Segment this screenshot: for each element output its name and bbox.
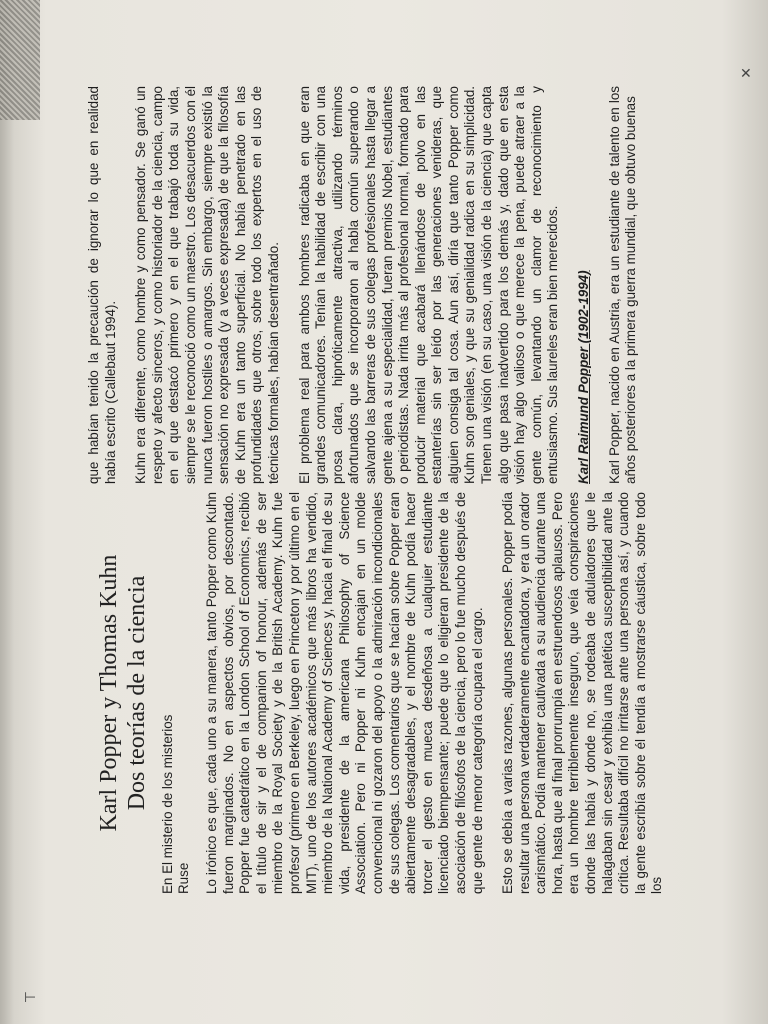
section-heading: Karl Raimund Popper (1902-1994): [576, 270, 592, 484]
paragraph: Esto se debía a varias razones, algunas personales. Popper podía resultar una persona verdaderamente encantadora, y era un orador carismático. Podía mantener cautivada a su audiencia durante una hora, hasta que al final prorrumpía en estruendosos aplausos. Pero era un hombre terriblemente inseguro, que veía conspiraciones donde las había y donde no, se rodeaba de aduladores que le halagaban sin cesar y exhibía una patética susceptibilidad ante la crítica. Resultaba difícil no irritarse ante una persona así, y cuando la gente escribía sobre él tendía a mostrarse cáustica, sobre todo los: [500, 492, 665, 894]
right-column: [86, 86, 654, 484]
paragraph: que habían tenido la precaución de ignorar lo que en realidad había escrito (Callebaut 1994).: [86, 86, 118, 484]
paragraph: El problema real para ambos hombres radicaba en que eran grandes comunicadores. Tenían la habilidad de escribir con una prosa clara, hipnóticamente atractiva, utilizando términos afortunados que se incorporaron al habla común superando o salvando las barreras de sus colegas profesionales hasta llegar a gente ajena a su especialidad, fueran premios Nobel, estudiantes o periodistas. Nada irrita más al profesional normal, formado para producir material que acabará llenándose de polvo en las estanterías sin ser leído por las generaciones venideras, que alguien consiga tal cosa. Aun así, diría que tanto Popper como Kuhn son geniales, y que su genialidad radica en su simplicidad. Tienen una visión (en su caso, una visión de la ciencia) que capta algo que pasa inadvertido para los demás y, dado que en esta visión hay algo valioso o que merece la pena, puede atraer a la gente común, levantando un clamor de reconocimiento y entusiasmo. Sus laureles eran bien merecidos.: [296, 86, 561, 484]
article-subtitle: Dos teorías de la ciencia: [124, 575, 150, 811]
article-author: Ruse: [176, 862, 191, 894]
scan-mark: ⊢: [24, 990, 37, 1006]
paragraph: Karl Popper, nacido en Austria, era un estudiante de talento en los años posteriores a la primera guerra mundial, que obtuvo buenas: [606, 86, 639, 484]
scan-mark: ✕: [740, 66, 752, 82]
left-column: [96, 492, 680, 894]
article-source: En El misterio de los misterios: [160, 714, 175, 894]
paragraph: Kuhn era diferente, como hombre y como pensador. Se ganó un respeto y afecto sinceros, y como historiador de la ciencia, campo en el que destacó primero y en el que trabajó toda su vida, siempre se le reconoció como un maestro. Los desacuerdos con él nunca fueron hostiles o amargos. Sin embargo, siempre existió la sensación no expresada (y a veces expresada) de que la filosofía de Kuhn era un tanto superficial. No había penetrado en las profundidades que otros, sobre todo los expertos en el uso de técnicas formales, habían desentrañado.: [133, 86, 281, 484]
article-title: Karl Popper y Thomas Kuhn: [96, 554, 122, 832]
paragraph: Lo irónico es que, cada uno a su manera, tanto Popper como Kuhn fueron marginados. No en aspectos obvios, por descontado. Popper fue catedrático en la London School of Economics, recibió el título de sir y el de companion of honour, además de ser miembro de la Royal Society y de la British Academy. Kuhn fue profesor (primero en Berkeley, luego en Princeton y por último en el MIT), uno de los autores académicos que más libros ha vendido, miembro de la National Academy of Sciences y, hacia el final de su vida, presidente de la americana Philosophy of Science Association. Pero ni Popper ni Kuhn encajan en un molde convencional ni gozaron del apoyo o la admiración incondicionales de sus colegas. Los comentarios que se hacían sobre Popper eran abiertamente desagradables, y el nombre de Kuhn podía hacer torcer el gesto en mueca desdeñosa a cualquier estudiante licenciado biempensante; puede que lo eligieran presidente de la asociación de filósofos de la ciencia, pero lo fue mucho después de que gente de menor categoría ocupara el cargo.: [204, 492, 485, 894]
